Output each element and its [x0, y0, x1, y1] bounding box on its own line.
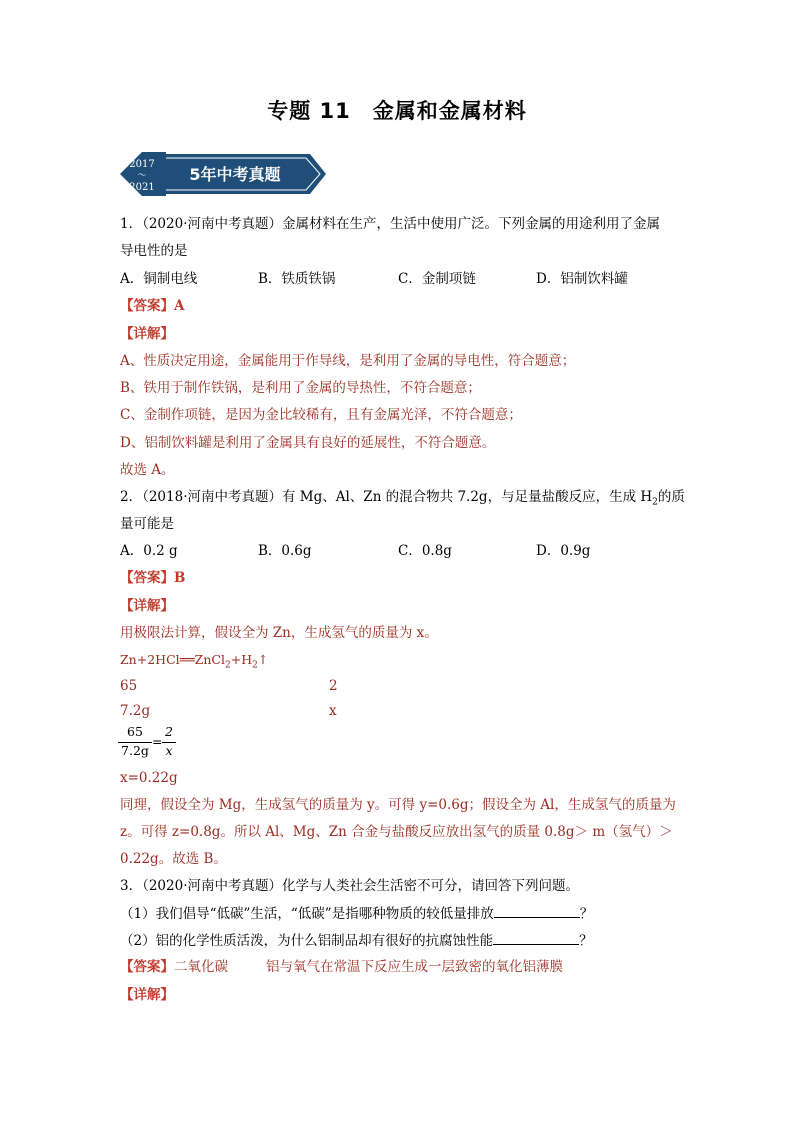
q1-conclusion: 故选 A。: [120, 462, 175, 478]
q2-fraction-equals: =: [152, 734, 163, 749]
q2-answer: 【答案】B: [120, 570, 186, 586]
q1-option-d: D．铝制饮料罐: [536, 271, 628, 287]
q2-explain-2: z。可得 z=0.8g。所以 Al、Mg、Zn 合金与盐酸反应放出氢气的质量 0.8g＞ m（氢气）＞: [120, 824, 673, 840]
q3-sub2-blank: [493, 930, 579, 945]
q3-sub1-blank: [494, 903, 580, 918]
page-title: 专题 11 金属和金属材料: [267, 99, 527, 123]
q2-option-d: D．0.9g: [536, 543, 591, 559]
q3-sub2: （2）铝的化学性质活泼，为什么铝制品却有很好的抗腐蚀性能 ？: [120, 930, 593, 951]
q2-option-b: B．0.6g: [258, 543, 312, 559]
q2-explain-1: 同理，假设全为 Mg，生成氢气的质量为 y。可得 y=0.6g；假设全为 Al，生成氢气的质量为: [120, 797, 676, 813]
q3-sub1: （1）我们倡导“低碳”生活，“低碳”是指哪种物质的较低量排放 ？: [120, 903, 593, 924]
q1-stem-line2: 导电性的是: [120, 243, 188, 259]
q2-fraction-left: [118, 724, 152, 764]
q1-explain-a: A、性质决定用途，金属能用于作导线，是利用了金属的导电性，符合题意；: [120, 353, 576, 369]
q2-ratio-row1-left: 65: [120, 678, 138, 694]
q2-option-a: A．0.2 g: [120, 543, 178, 559]
q2-stem-line1: 2．（2018·河南中考真题）有 Mg、Al、Zn 的混合物共 7.2g，与足量盐酸反应，生成 $H_2$的质: [120, 489, 685, 508]
q1-explain-c: C、金制作项链，是因为金比较稀有，且有金属光泽，不符合题意；: [120, 407, 522, 423]
q2-ratio-row2-right: x: [329, 703, 337, 719]
q1-explain-b: B、铁用于制作铁锅，是利用了金属的导热性，不符合题意；: [120, 380, 481, 396]
q2-explain-3: 0.22g。故选 B。: [120, 851, 227, 867]
q2-equation: $Zn+2HCl══ZnCl_2+H_2↑$: [120, 652, 269, 671]
q2-result: x=0.22g: [120, 770, 178, 786]
q2-fraction-right-numerator: 2: [165, 724, 173, 739]
q2-fraction-left-numerator: 65: [127, 724, 143, 739]
banner-label: 5年中考真题: [189, 165, 281, 184]
section-banner: [120, 150, 330, 198]
q1-detail-label: 【详解】: [120, 326, 174, 342]
q2-fraction-left-denominator: 7.2g: [121, 743, 149, 758]
q3-stem: 3．（2020·河南中考真题）化学与人类社会生活密不可分，请回答下列问题。: [120, 878, 579, 894]
q2-explain-intro: 用极限法计算，假设全为 Zn，生成氢气的质量为 x。: [120, 625, 438, 641]
q2-fraction-right-denominator: x: [165, 743, 173, 758]
q1-stem-line1: 1．（2020·河南中考真题）金属材料在生产，生活中使用广泛。下列金属的用途利用了金属: [120, 216, 660, 232]
banner-year-tilde: ～: [137, 171, 147, 181]
q2-stem-line2: 量可能是: [120, 516, 174, 532]
q3-detail-label: 【详解】: [120, 987, 174, 1003]
q1-option-b: B．铁质铁锅: [258, 271, 336, 287]
q2-fraction-right: [162, 724, 176, 764]
q2-option-c: C．0.8g: [398, 543, 452, 559]
q3-answer: 【答案】二氧化碳 铝与氧气在常温下反应生成一层致密的氧化铝薄膜: [120, 959, 563, 975]
q2-ratio-row1-right: 2: [329, 678, 338, 694]
q2-detail-label: 【详解】: [120, 598, 174, 614]
q1-explain-d: D、铝制饮料罐是利用了金属具有良好的延展性，不符合题意。: [120, 435, 496, 451]
q1-answer: 【答案】A: [120, 298, 185, 314]
banner-year-bottom: 2021: [129, 182, 155, 193]
q1-option-a: A．铜制电线: [120, 271, 198, 287]
q1-option-c: C．金制项链: [398, 271, 476, 287]
q2-ratio-row2-left: 7.2g: [120, 703, 151, 719]
banner-year-top: 2017: [129, 159, 155, 170]
